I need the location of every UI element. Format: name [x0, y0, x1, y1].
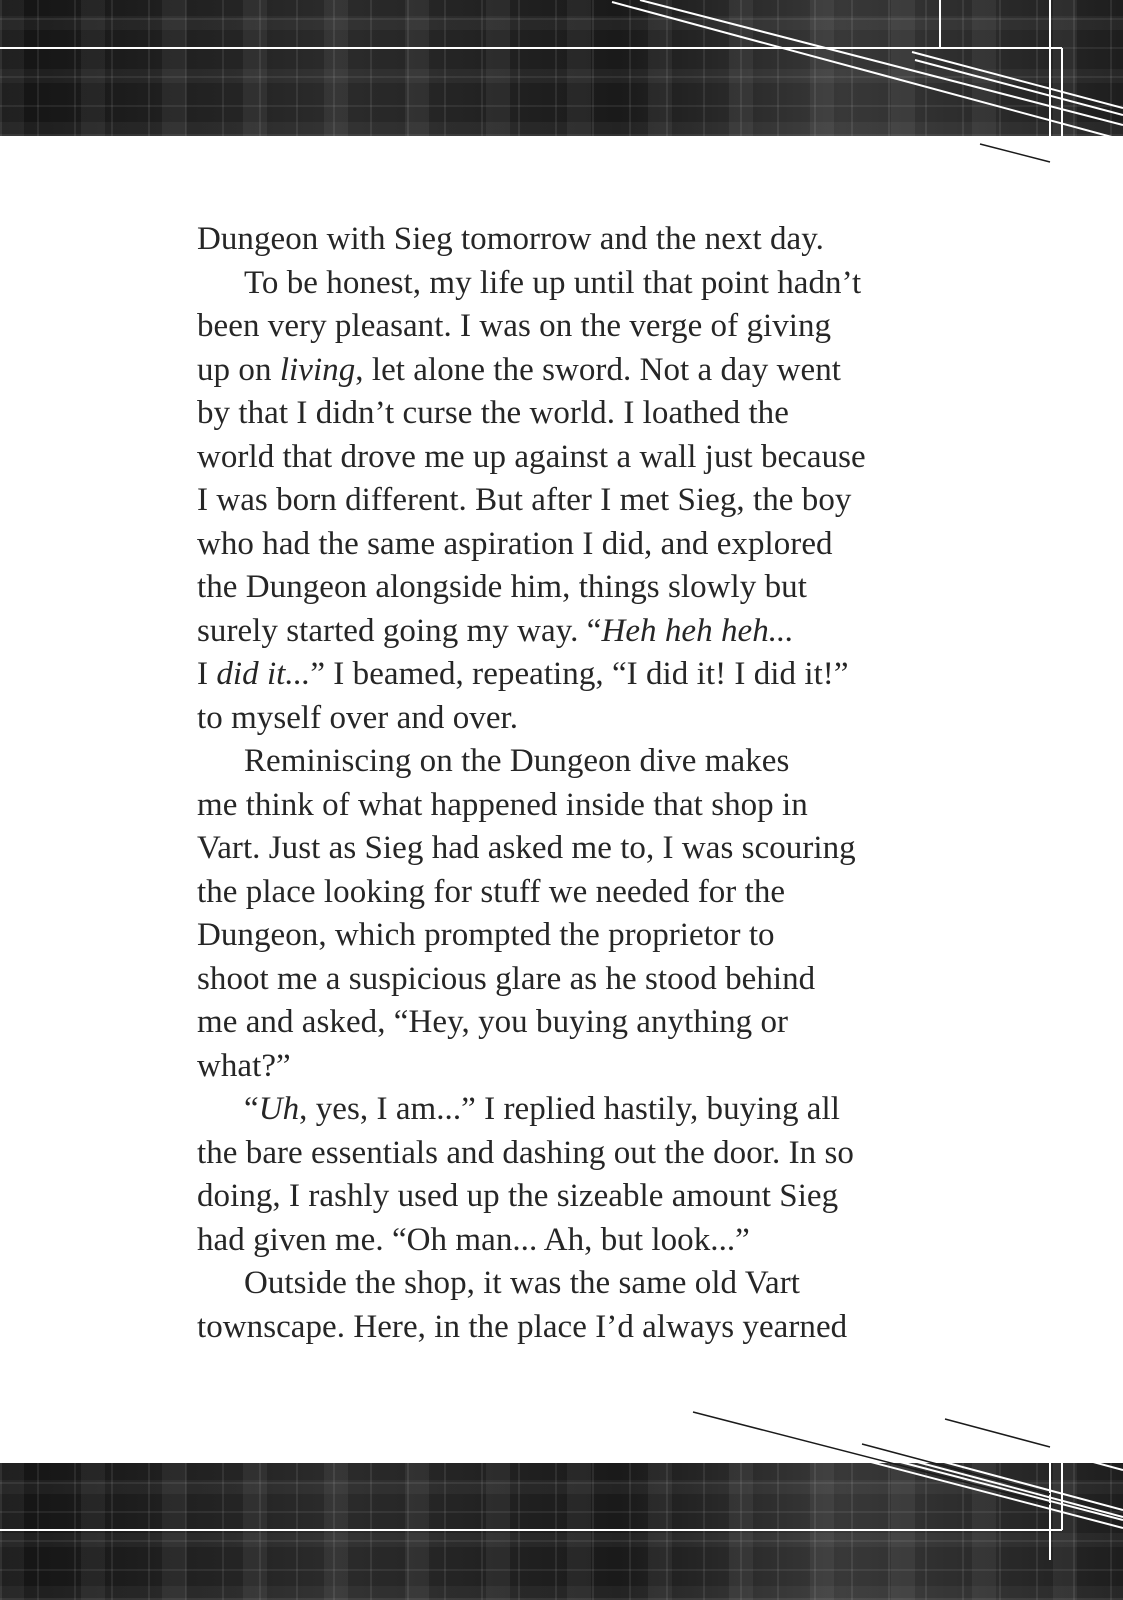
body-text: [197, 218, 927, 1349]
text-segment: surely started going my way. “: [197, 612, 602, 649]
text-segment: the Dungeon alongside him, things slowly but: [197, 569, 807, 605]
text-line: [197, 262, 927, 306]
text-segment: I was born different. But after I met Sieg, the boy: [197, 482, 852, 518]
text-segment: doing, I rashly used up the sizeable amount Sieg: [197, 1178, 839, 1214]
text-line: [197, 1175, 927, 1219]
text-line: [197, 697, 927, 741]
text-line: [197, 871, 927, 915]
text-line: [197, 479, 927, 523]
italic-text-segment: Heh heh heh...: [601, 612, 794, 649]
text-line: [197, 653, 927, 697]
text-segment: to myself over and over.: [197, 699, 519, 736]
text-line: [197, 958, 927, 1002]
text-line: [197, 827, 927, 871]
text-segment: what?”: [197, 1047, 291, 1084]
text-line: [197, 566, 927, 610]
text-segment: me and asked, “Hey, you buying anything or: [197, 1004, 789, 1040]
text-segment: “: [244, 1091, 259, 1127]
text-segment: world that drove me up against a wall just because: [197, 438, 866, 475]
text-segment: had given me. “Oh man... Ah, but look...”: [197, 1221, 750, 1258]
text-segment: been very pleasant. I was on the verge of giving: [197, 308, 832, 344]
text-line: [197, 610, 927, 654]
text-line: [197, 784, 927, 828]
text-segment: I: [197, 656, 217, 692]
text-line: [197, 914, 927, 958]
text-line: [197, 1001, 927, 1045]
text-segment: To be honest, my life up until that point hadn’t: [244, 264, 862, 301]
text-line: [197, 1306, 927, 1350]
text-line: [197, 218, 927, 262]
italic-text-segment: Uh: [258, 1091, 300, 1127]
text-segment: who had the same aspiration I did, and explored: [197, 525, 833, 562]
text-line: [197, 1045, 927, 1089]
text-line: [197, 523, 927, 567]
text-segment: Dungeon, which prompted the proprietor to: [197, 917, 775, 953]
text-line: [197, 1088, 927, 1132]
text-segment: Reminiscing on the Dungeon dive makes: [244, 743, 790, 779]
text-segment: up on: [197, 351, 280, 388]
text-line: [197, 1219, 927, 1263]
text-line: [197, 305, 927, 349]
text-segment: Vart. Just as Sieg had asked me to, I was scouring: [197, 830, 856, 866]
text-line: [197, 1262, 927, 1306]
text-segment: the place looking for stuff we needed for the: [197, 873, 786, 910]
text-segment: by that I didn’t curse the world. I loathed the: [197, 395, 789, 431]
text-segment: , let alone the sword. Not a day went: [355, 351, 841, 388]
text-line: [197, 740, 927, 784]
text-segment: the bare essentials and dashing out the door. In so: [197, 1134, 854, 1171]
text-line: [197, 436, 927, 480]
text-segment: , yes, I am...” I replied hastily, buying all: [299, 1091, 840, 1127]
text-line: [197, 1132, 927, 1176]
text-segment: shoot me a suspicious glare as he stood behind: [197, 960, 816, 997]
text-segment: townscape. Here, in the place I’d always yearned: [197, 1308, 848, 1345]
text-segment: Outside the shop, it was the same old Vart: [244, 1265, 800, 1301]
text-segment: me think of what happened inside that shop in: [197, 786, 808, 823]
italic-text-segment: living: [279, 351, 356, 388]
italic-text-segment: did it...: [216, 656, 311, 692]
text-segment: ” I beamed, repeating, “I did it! I did it!”: [310, 656, 849, 692]
text-line: [197, 349, 927, 393]
text-segment: Dungeon with Sieg tomorrow and the next day.: [197, 221, 824, 257]
text-line: [197, 392, 927, 436]
